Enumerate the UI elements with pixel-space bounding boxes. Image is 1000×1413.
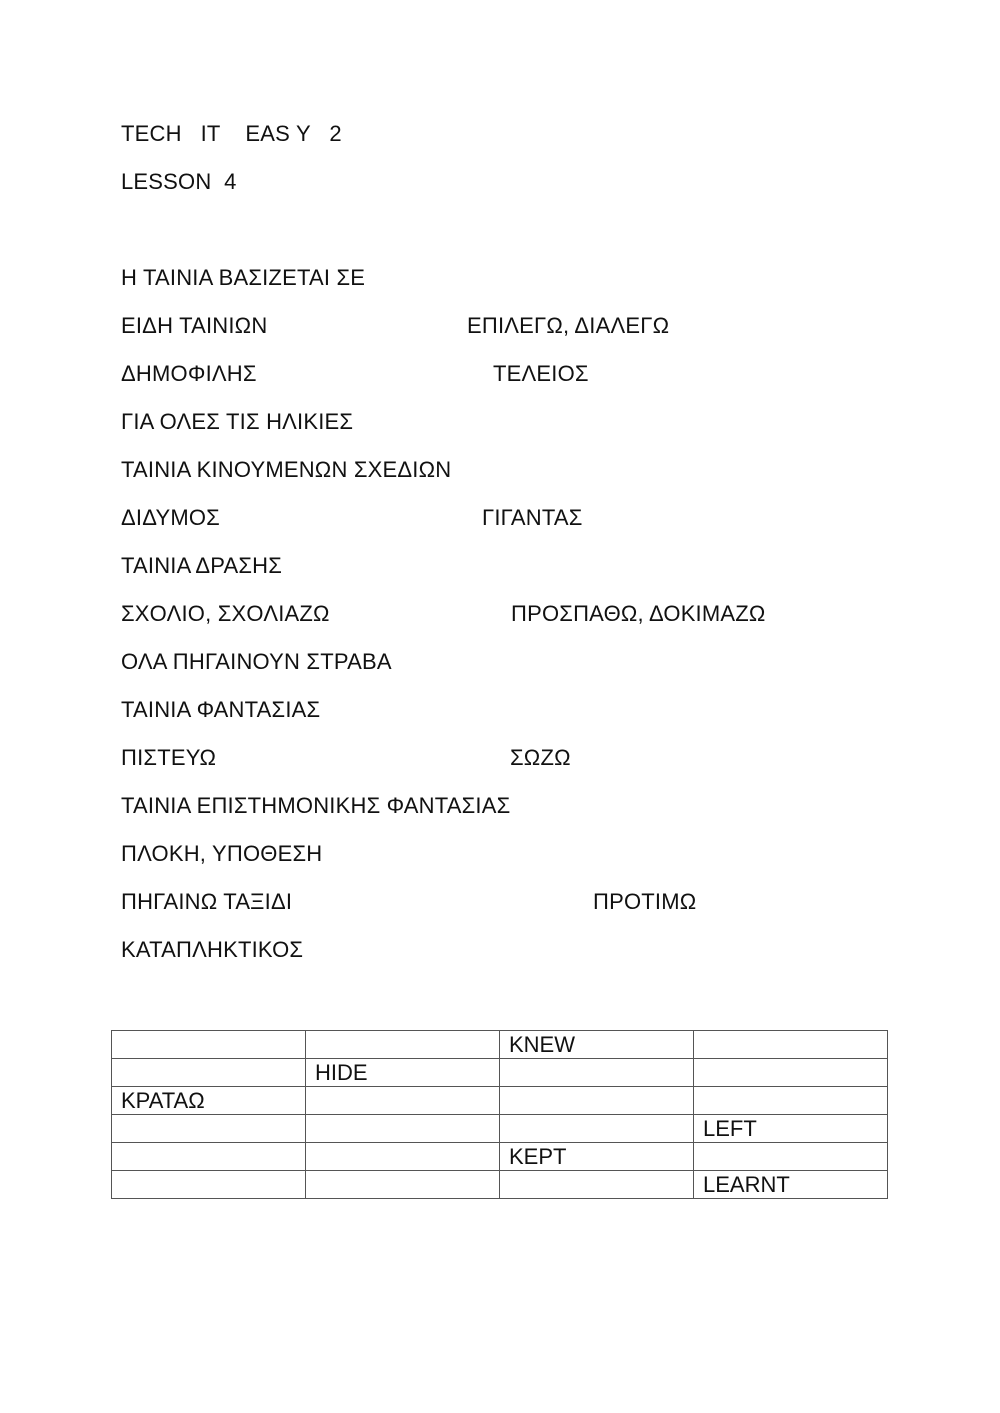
table-cell[interactable] — [694, 1031, 888, 1059]
vocab-term: ΠΙΣΤΕΥΩ — [121, 745, 217, 770]
vocab-term: ΠΛΟΚΗ, ΥΠΟΘΕΣΗ — [121, 841, 323, 866]
table-cell[interactable] — [112, 1143, 306, 1171]
vocab-term: ΓΙΓΑΝΤΑΣ — [482, 505, 583, 530]
vocab-term: ΕΠΙΛΕΓΩ, ΔΙΑΛΕΓΩ — [467, 313, 670, 338]
vocab-term: ΠΡΟΣΠΑΘΩ, ΔΟΚΙΜΑΖΩ — [511, 601, 766, 626]
vocab-term: ΔΗΜΟΦΙΛΗΣ — [121, 361, 257, 386]
vocab-term: ΠΗΓΑΙΝΩ ΤΑΞΙΔΙ — [121, 889, 293, 914]
table-row — [112, 1031, 888, 1059]
table-cell[interactable] — [500, 1059, 694, 1087]
table-cell[interactable] — [306, 1143, 500, 1171]
vocab-term: ΠΡΟΤΙΜΩ — [593, 889, 697, 914]
table-row — [112, 1171, 888, 1199]
vocab-term: ΣΩΖΩ — [510, 745, 571, 770]
vocab-term: ΟΛΑ ΠΗΓΑΙΝΟΥΝ ΣΤΡΑΒΑ — [121, 649, 392, 674]
table-cell[interactable] — [112, 1115, 306, 1143]
table-cell[interactable] — [500, 1115, 694, 1143]
table-cell[interactable]: HIDE — [306, 1059, 500, 1087]
table-cell[interactable] — [306, 1171, 500, 1199]
vocab-term: ΤΑΙΝΙΑ ΕΠΙΣΤΗΜΟΝΙΚΗΣ ΦΑΝΤΑΣΙΑΣ — [121, 793, 511, 818]
table-cell[interactable] — [694, 1059, 888, 1087]
vocab-term: ΔΙΔΥΜΟΣ — [121, 505, 220, 530]
table-cell[interactable] — [694, 1087, 888, 1115]
table-row — [112, 1087, 888, 1115]
table-row — [112, 1115, 888, 1143]
table-cell[interactable]: LEFT — [694, 1115, 888, 1143]
table-cell[interactable] — [306, 1115, 500, 1143]
table-cell[interactable]: KEPT — [500, 1143, 694, 1171]
vocab-term: ΤΑΙΝΙΑ ΚΙΝΟΥΜΕΝΩΝ ΣΧΕΔΙΩΝ — [121, 457, 452, 482]
table-cell[interactable]: LEARNT — [694, 1171, 888, 1199]
table-cell[interactable] — [306, 1087, 500, 1115]
vocab-term: ΕΙΔΗ ΤΑΙΝΙΩΝ — [121, 313, 268, 338]
lesson-label: LESSON 4 — [121, 169, 237, 194]
table-row — [112, 1143, 888, 1171]
worksheet-title: TECH IT EAS Y 2 — [121, 121, 342, 146]
table-cell[interactable] — [112, 1171, 306, 1199]
table-cell[interactable] — [112, 1031, 306, 1059]
vocab-term: ΣΧΟΛΙΟ, ΣΧΟΛΙΑΖΩ — [121, 601, 330, 626]
table-cell[interactable] — [500, 1087, 694, 1115]
table-cell[interactable]: KNEW — [500, 1031, 694, 1059]
verb-forms-table — [111, 1030, 888, 1199]
table-cell[interactable]: ΚΡΑΤΑΩ — [112, 1087, 306, 1115]
vocab-term: ΤΑΙΝΙΑ ΔΡΑΣΗΣ — [121, 553, 283, 578]
vocab-term: ΤΕΛΕΙΟΣ — [493, 361, 589, 386]
vocab-term: ΤΑΙΝΙΑ ΦΑΝΤΑΣΙΑΣ — [121, 697, 321, 722]
vocab-term: ΓΙΑ ΟΛΕΣ ΤΙΣ ΗΛΙΚΙΕΣ — [121, 409, 354, 434]
table-cell[interactable] — [500, 1171, 694, 1199]
table-cell[interactable] — [112, 1059, 306, 1087]
table-cell[interactable] — [306, 1031, 500, 1059]
vocab-term: ΚΑΤΑΠΛΗΚΤΙΚΟΣ — [121, 937, 304, 962]
table-row — [112, 1059, 888, 1087]
table-cell[interactable] — [694, 1143, 888, 1171]
vocab-term: Η ΤΑΙΝΙΑ ΒΑΣΙΖΕΤΑΙ ΣΕ — [121, 265, 366, 290]
